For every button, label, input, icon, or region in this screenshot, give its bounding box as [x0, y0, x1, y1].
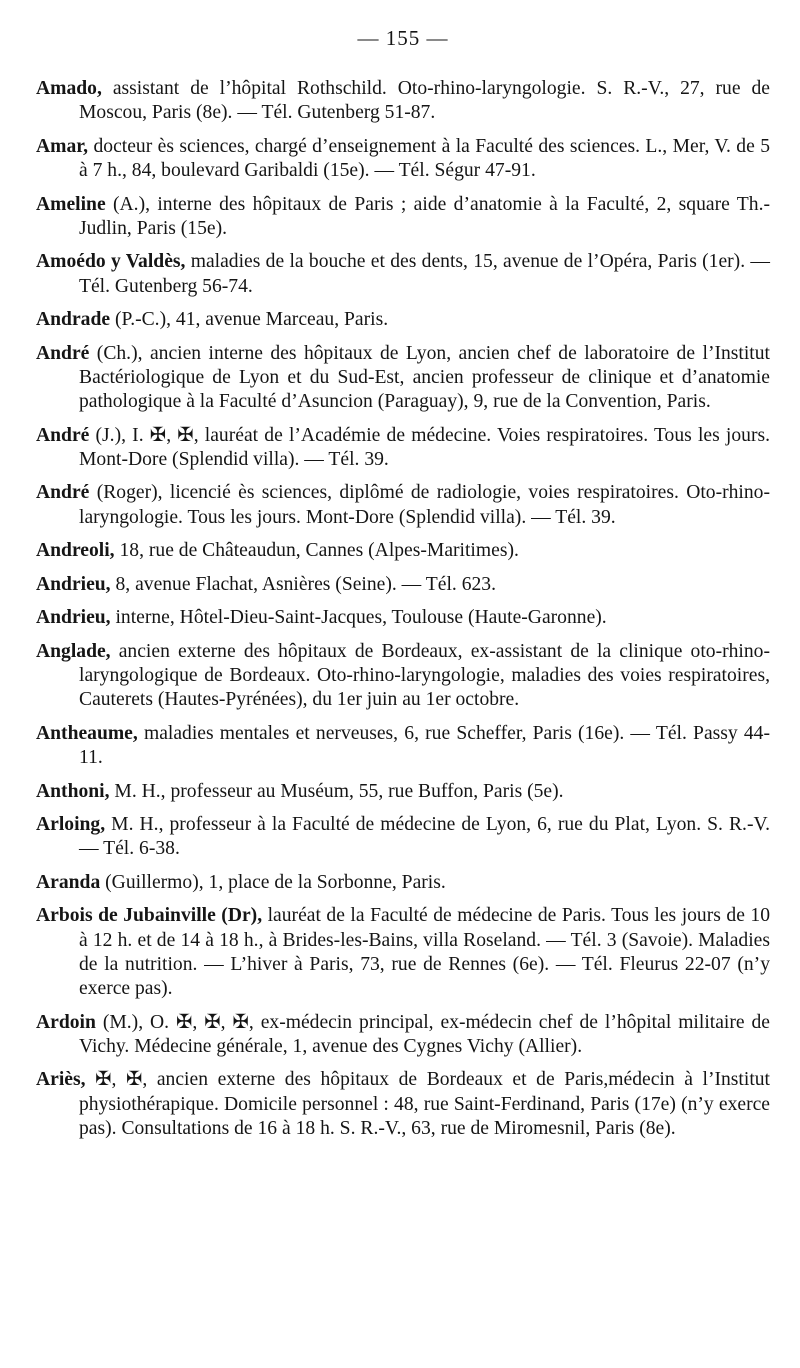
entry-text: maladies de la bouche et des dents, 15, avenue de l’Opéra, Paris (1er). — Tél. Gutenberg 56-74.	[79, 251, 770, 297]
entry-text: (J.), I. ✠, ✠, lauréat de l’Académie de médecine. Voies respiratoires. Tous les jours. Mont-Dore (Splendid villa). — Tél. 39.	[79, 424, 770, 470]
list-item	[36, 904, 770, 1001]
list-item	[36, 481, 770, 530]
entry-name: Amoédo y Valdès,	[36, 251, 186, 273]
entry-text: assistant de l’hôpital Rothschild. Oto-rhino-laryngologie. S. R.-V., 27, rue de Moscou, Paris (8e). — Tél. Gutenberg 51-87.	[79, 78, 770, 124]
list-item	[36, 539, 770, 563]
page-number: — 155 —	[357, 26, 449, 50]
list-item	[36, 424, 770, 473]
entry-name: Ardoin	[36, 1011, 96, 1033]
list-item	[36, 135, 770, 184]
entry-text: maladies mentales et nerveuses, 6, rue Scheffer, Paris (16e). — Tél. Passy 44-11.	[79, 722, 770, 769]
list-item	[36, 1068, 770, 1141]
entry-text: (Roger), licencié ès sciences, diplômé de radiologie, voies respiratoires. Oto-rhino-laryngologie. Tous les jours. Mont-Dore (Splendid villa). — Tél. 39.	[79, 482, 770, 528]
entry-text: (P.-C.), 41, avenue Marceau, Paris.	[110, 309, 389, 331]
entry-name: Ameline	[36, 193, 106, 215]
list-item	[36, 342, 770, 415]
entry-name: Anthoni,	[36, 780, 110, 802]
entry-name: Andrieu,	[36, 573, 111, 595]
list-item	[36, 573, 770, 597]
entry-name: Arloing,	[36, 814, 106, 836]
entry-name: Andrieu,	[36, 607, 111, 629]
entry-name: André	[36, 482, 90, 504]
entry-text: interne, Hôtel-Dieu-Saint-Jacques, Toulouse (Haute-Garonne).	[110, 607, 607, 629]
entry-text: ancien externe des hôpitaux de Bordeaux, ex-assistant de la clinique oto-rhino-laryngologique de Bordeaux. Oto-rhino-laryngologie, maladies des voies respiratoires, Cauterets (Hautes-Pyrénées), du 1er juin au 1er octobre.	[79, 640, 770, 711]
entry-text: docteur ès sciences, chargé d’enseignement à la Faculté des sciences. L., Mer, V. de 5 à 7 h., 84, boulevard Garibaldi (15e). — Tél. Ségur 47-91.	[79, 135, 770, 182]
entry-name: André	[36, 342, 90, 364]
list-item	[36, 640, 770, 713]
list-item	[36, 722, 770, 771]
entry-name: Aranda	[36, 871, 101, 893]
entry-name: Antheaume,	[36, 722, 138, 744]
list-item	[36, 308, 770, 332]
entry-text: M. H., professeur au Muséum, 55, rue Buffon, Paris (5e).	[109, 780, 564, 802]
entry-name: Amado,	[36, 78, 102, 99]
list-item	[36, 193, 770, 242]
entry-text: 18, rue de Châteaudun, Cannes (Alpes-Maritimes).	[114, 540, 519, 562]
entry-text: M. H., professeur à la Faculté de médecine de Lyon, 6, rue du Plat, Lyon. S. R.-V. — Tél. 6-38.	[79, 814, 770, 860]
entry-name: Ariès,	[36, 1069, 86, 1091]
list-item	[36, 871, 770, 895]
entry-name: Amar,	[36, 135, 89, 157]
list-item	[36, 250, 770, 299]
list-item	[36, 813, 770, 862]
entry-text: (M.), O. ✠, ✠, ✠, ex-médecin principal, ex-médecin chef de l’hôpital militaire de Vichy. Médecine générale, 1, avenue des Cygnes Vichy (Allier).	[79, 1011, 770, 1057]
entry-name: André	[36, 424, 90, 446]
entry-text: (Ch.), ancien interne des hôpitaux de Lyon, ancien chef de laboratoire de l’Institut Bactériologique de Lyon et du Sud-Est, ancien professeur de clinique et d’anatomie pathologique à la Faculté d’Asuncion (Paraguay), 9, rue de la Convention, Paris.	[79, 342, 770, 413]
entry-name: Anglade,	[36, 640, 111, 662]
list-item	[36, 606, 770, 630]
entry-name: Arbois de Jubainville (Dr),	[36, 905, 263, 927]
entry-text: (Guillermo), 1, place de la Sorbonne, Paris.	[100, 871, 446, 893]
entry-text: lauréat de la Faculté de médecine de Paris. Tous les jours de 10 à 12 h. et de 14 à 18 h., à Brides-les-Bains, villa Roseland. — Tél. 3 (Savoie). Maladies de la nutrition. — L’hiver à Paris, 73, rue de Rennes (6e). — Tél. Fleurus 22-07 (n’y exerce pas).	[79, 905, 770, 1000]
entry-text: ✠, ✠, ancien externe des hôpitaux de Bordeaux et de Paris,médecin à l’Institut physiothérapique. Domicile personnel : 48, rue Saint-Ferdinand, Paris (17e) (n’y exerce pas). Consultations de 16 à 18 h. S. R.-V., 63, rue de Miromesnil, Paris (8e).	[79, 1069, 770, 1140]
entry-text: (A.), interne des hôpitaux de Paris ; aide d’anatomie à la Faculté, 2, square Th.-Judlin, Paris (15e).	[79, 193, 770, 239]
list-item	[36, 780, 770, 804]
list-item	[36, 77, 770, 126]
entry-name: Andreoli,	[36, 540, 115, 562]
entry-text: 8, avenue Flachat, Asnières (Seine). — Tél. 623.	[110, 573, 497, 595]
list-item	[36, 1011, 770, 1060]
entry-name: Andrade	[36, 309, 111, 331]
